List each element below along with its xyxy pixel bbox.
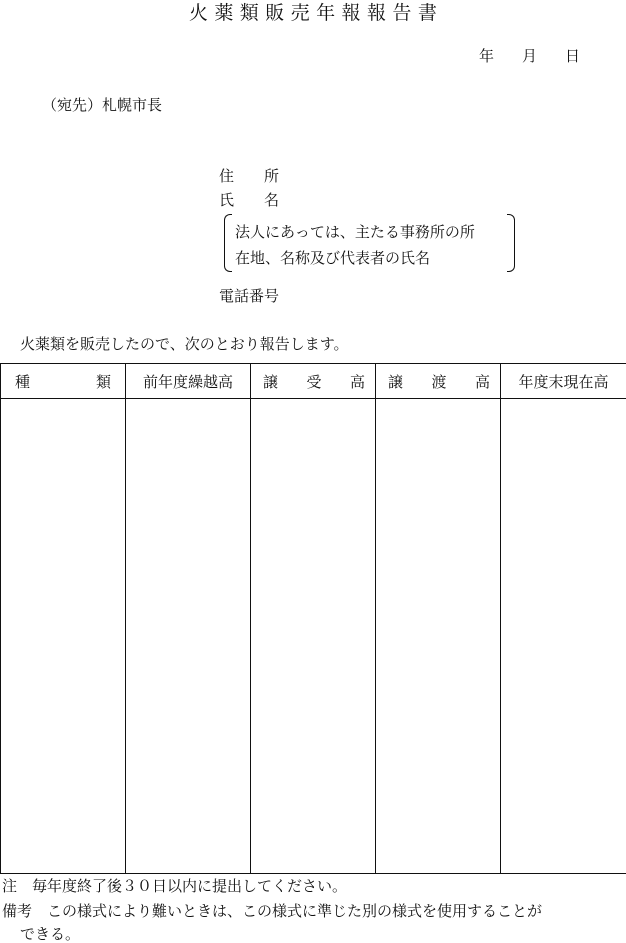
- table-header-row: [1, 364, 626, 399]
- table-row: [1, 399, 626, 874]
- addressee: （宛先）札幌市長: [42, 96, 163, 114]
- header-transferred: 譲 渡 高: [376, 364, 501, 399]
- cell-transferred[interactable]: [376, 399, 501, 874]
- corporate-note-line1: 法人にあっては、主たる事務所の所: [235, 223, 475, 241]
- right-bracket: [507, 214, 515, 272]
- date-line: [479, 47, 580, 65]
- date-month: 月: [521, 47, 537, 65]
- address-label: 住 所: [219, 167, 280, 185]
- header-year-end: 年度末現在高: [501, 364, 626, 399]
- corporate-note-line2: 在地、名称及び代表者の氏名: [235, 249, 431, 267]
- document-title: 火 薬 類 販 売 年 報 報 告 書: [188, 2, 438, 24]
- cell-received[interactable]: [251, 399, 376, 874]
- cell-type[interactable]: [1, 399, 126, 874]
- date-year: 年: [478, 47, 494, 65]
- header-carryover: 前年度繰越高: [126, 364, 251, 399]
- remark-line1: 備考 この様式により難いときは、この様式に準じた別の様式を使用することが: [2, 902, 543, 920]
- header-received: 譲 受 高: [251, 364, 376, 399]
- corporate-note-bracket: [224, 214, 515, 272]
- remark-line2: できる。: [20, 925, 81, 943]
- date-day: 日: [564, 47, 580, 65]
- cell-carryover[interactable]: [126, 399, 251, 874]
- intro-text: 火薬類を販売したので、次のとおり報告します。: [20, 335, 349, 353]
- header-type: 種 類: [1, 364, 126, 399]
- phone-label: 電話番号: [219, 287, 280, 305]
- report-table: [0, 363, 626, 874]
- cell-year-end[interactable]: [501, 399, 626, 874]
- name-label: 氏 名: [219, 191, 280, 209]
- corporate-note: [235, 219, 475, 271]
- note: 注 毎年度終了後３０日以内に提出してください。: [2, 877, 348, 895]
- left-bracket: [224, 214, 232, 272]
